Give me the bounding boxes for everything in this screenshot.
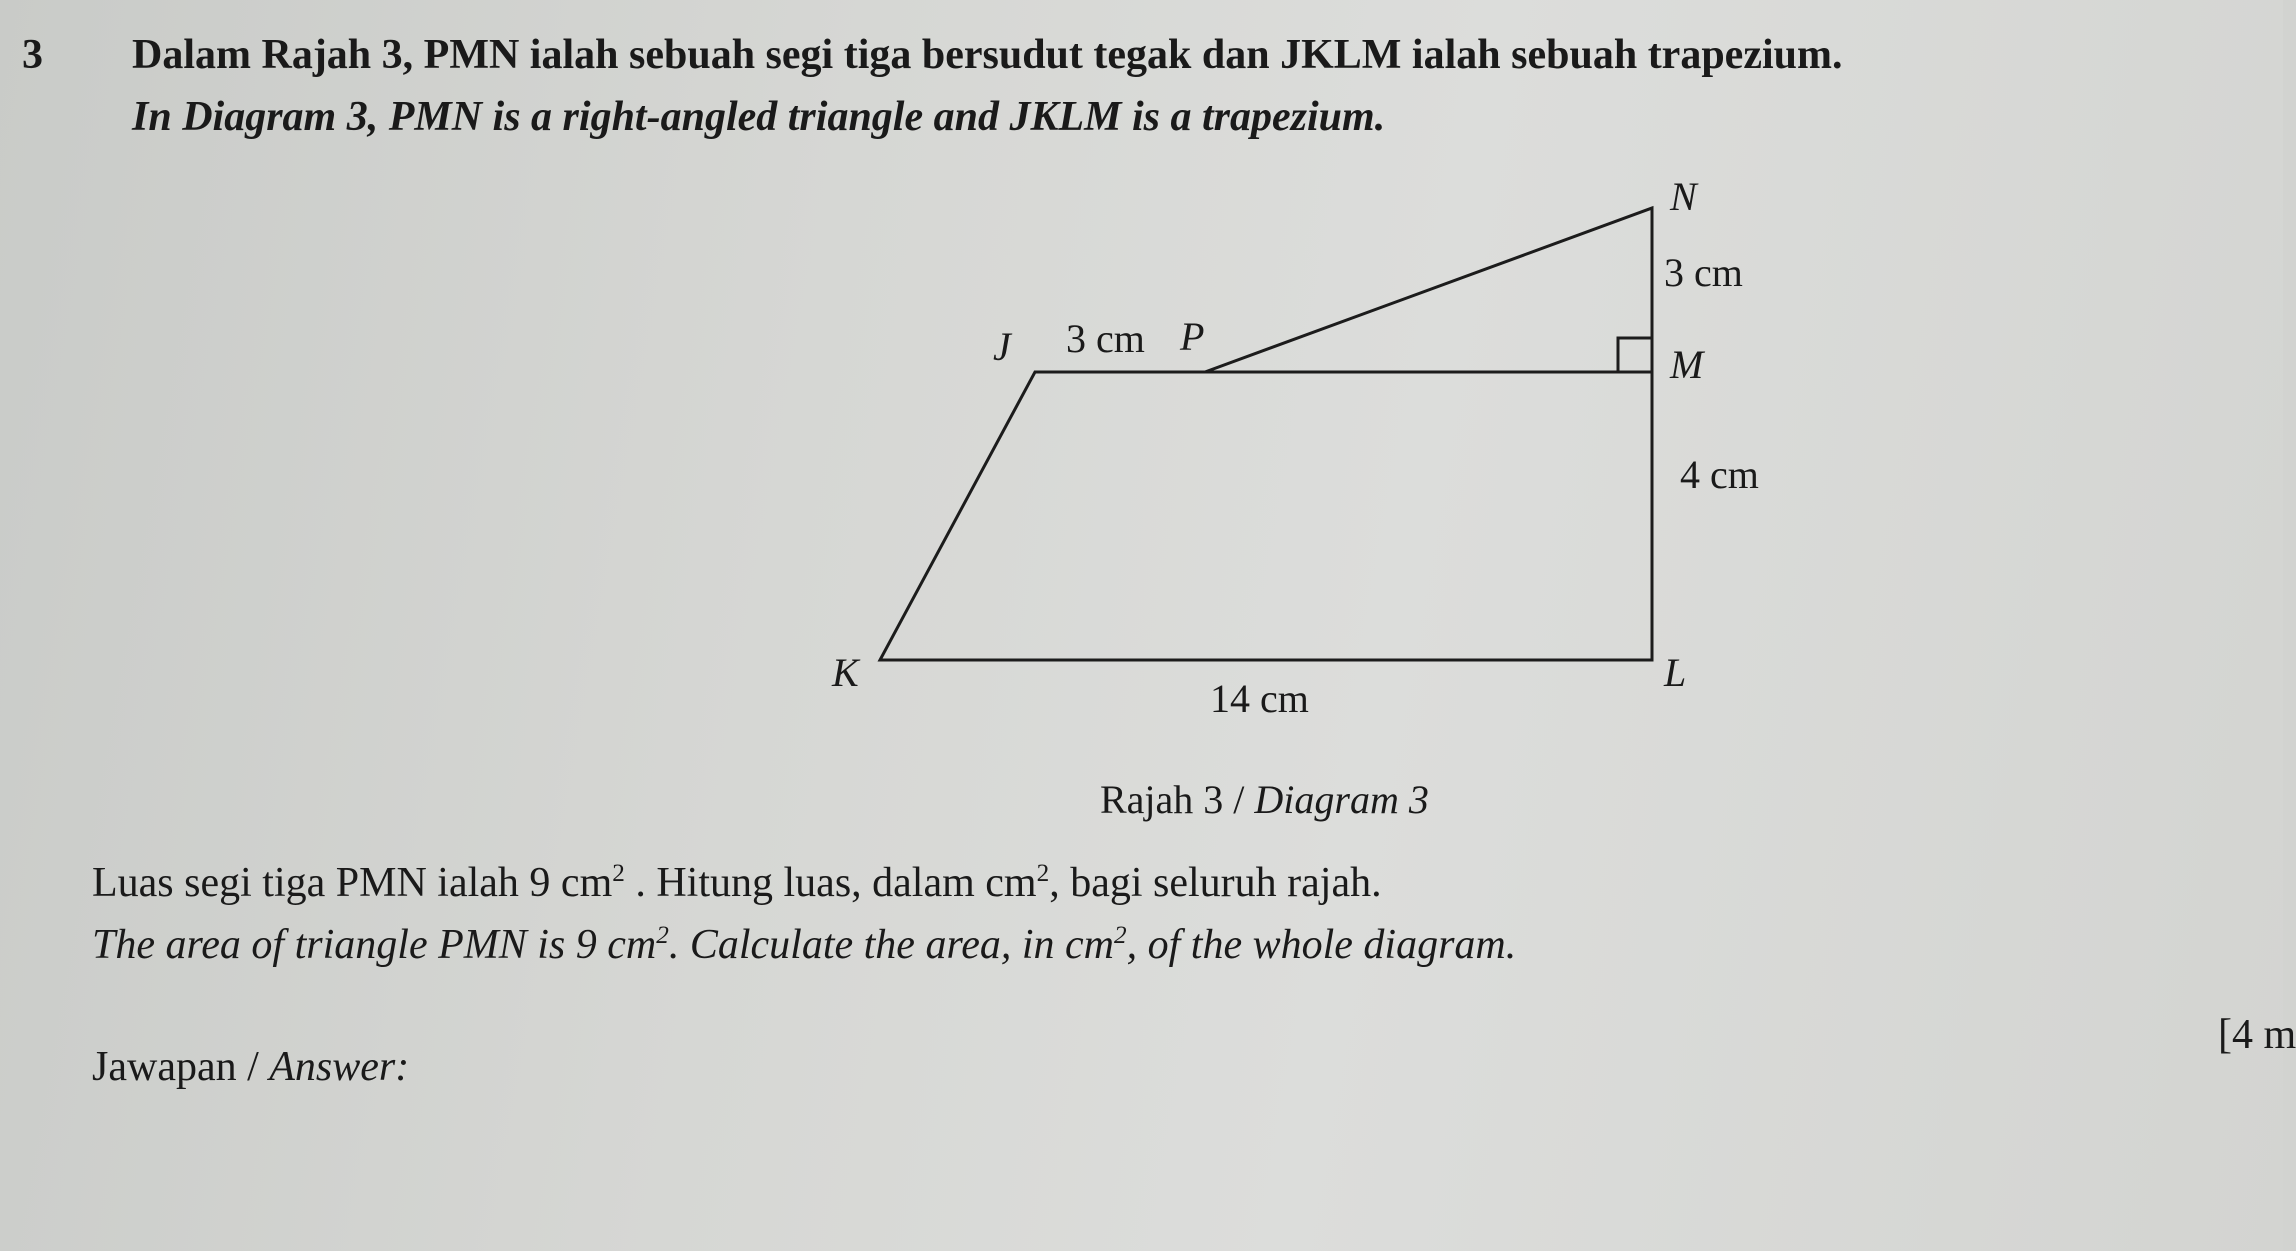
- question-text-english: In Diagram 3, PMN is a right-angled triangle and JKLM is a trapezium.: [132, 94, 1386, 140]
- marks-label: [4 m: [2218, 1012, 2296, 1058]
- vertex-label-m: M: [1670, 342, 1704, 387]
- caption-malay: Rajah 3 /: [1100, 777, 1255, 822]
- length-ml-label: 4 cm: [1680, 452, 1759, 497]
- triangle-pmn: [1205, 208, 1652, 372]
- answer-label-english: Answer:: [269, 1044, 410, 1090]
- superscript: 2: [1114, 922, 1127, 949]
- prompt-english-part-2: . Calculate the area, in cm: [668, 922, 1115, 968]
- question-number: 3: [22, 32, 43, 78]
- diagram-caption: [1100, 777, 1429, 822]
- vertex-label-j: J: [993, 324, 1011, 369]
- superscript: 2: [1036, 860, 1050, 887]
- superscript: 2: [656, 922, 669, 949]
- prompt-english: [92, 924, 1516, 966]
- vertex-label-k: K: [832, 650, 859, 695]
- length-kl-label: 14 cm: [1210, 676, 1309, 721]
- length-jp-label: 3 cm: [1066, 316, 1145, 361]
- prompt-malay-part-1: Luas segi tiga PMN ialah 9 cm: [92, 860, 613, 906]
- question-text-malay: Dalam Rajah 3, PMN ialah sebuah segi tiga bersudut tegak dan JKLM ialah sebuah trapezium.: [132, 32, 1843, 78]
- superscript: 2: [612, 860, 625, 887]
- vertex-label-p: P: [1180, 314, 1205, 359]
- vertex-label-n: N: [1670, 174, 1697, 219]
- prompt-malay-part-3: , bagi seluruh rajah.: [1049, 860, 1382, 906]
- prompt-english-part-3: , of the whole diagram.: [1126, 922, 1517, 968]
- prompt-malay-part-2: . Hitung luas, dalam cm: [624, 860, 1037, 906]
- prompt-english-part-1: The area of triangle PMN is 9 cm: [92, 922, 657, 968]
- prompt-malay: [92, 862, 1382, 904]
- vertex-label-l: L: [1664, 650, 1687, 695]
- answer-label: [92, 1046, 409, 1088]
- right-angle-marker: [1618, 338, 1652, 372]
- caption-english: Diagram 3: [1254, 777, 1429, 822]
- answer-label-malay: Jawapan /: [92, 1044, 270, 1090]
- length-mn-label: 3 cm: [1664, 250, 1743, 295]
- trapezium-jklm: [880, 372, 1652, 660]
